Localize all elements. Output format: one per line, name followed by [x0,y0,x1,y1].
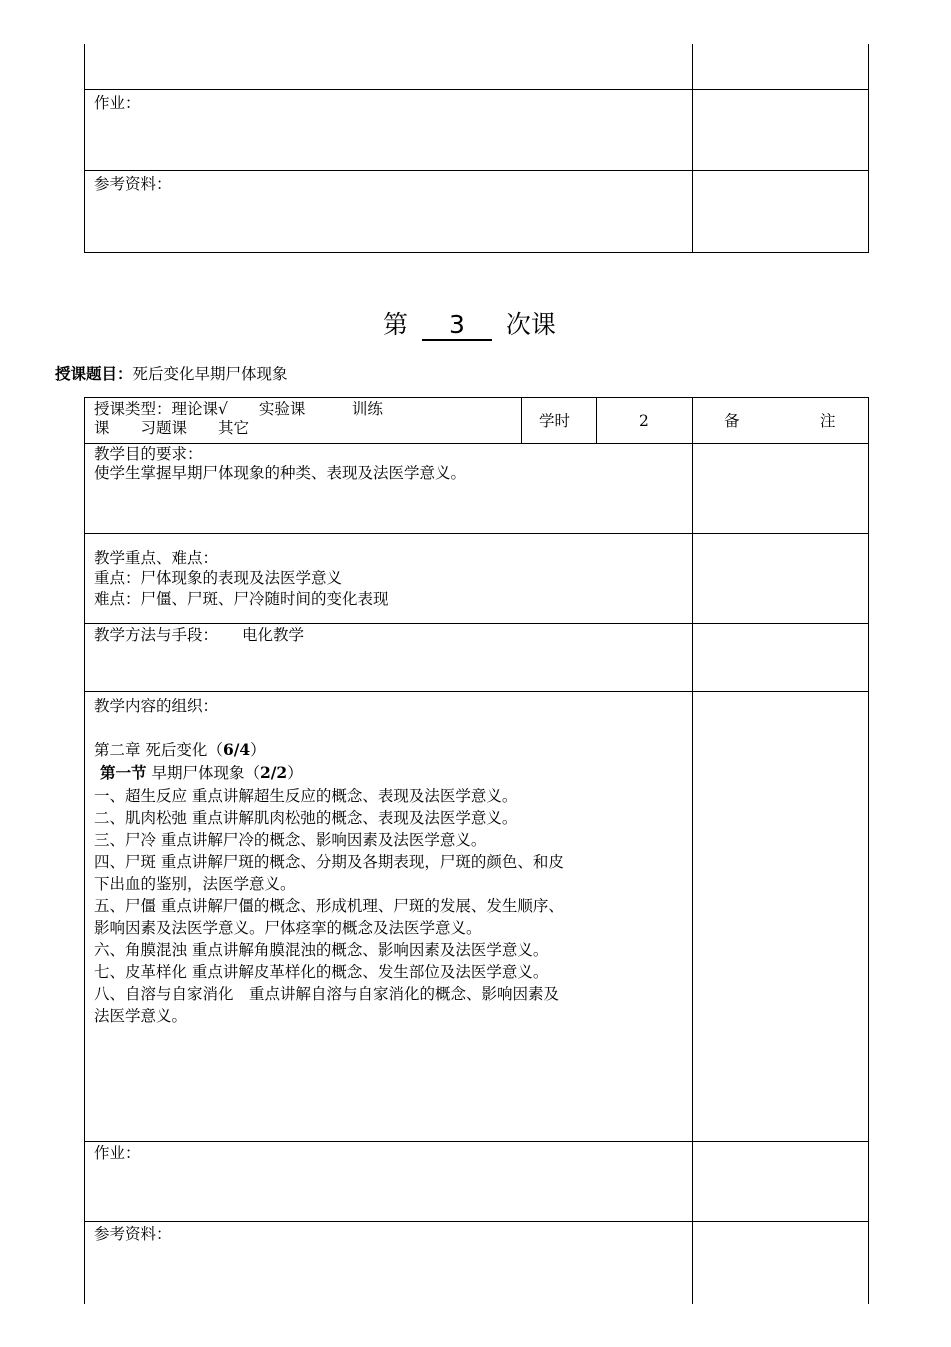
lesson-heading [383,308,556,342]
top-reference-label: 参考资料： [94,175,172,193]
content-label: 教学内容的组织： [94,697,219,715]
lesson-heading-prefix: 第 [383,310,409,339]
objectives-text: 使学生掌握早期尸体现象的种类、表现及法医学意义。 [94,464,467,482]
homework-label: 作业： [94,1144,141,1162]
content-line: 一、超生反应 重点讲解超生反应的概念、表现及法医学意义。 [94,787,518,805]
chapter-title [94,739,266,761]
content-line: 四、尸斑 重点讲解尸斑的概念、分期及各期表现，尸斑的颜色、和皮 [94,853,564,871]
content-line: 影响因素及法医学意义。尸体痉挛的概念及法医学意义。 [94,919,482,937]
section-hours: 2/2 [259,763,288,782]
content-line: 五、尸僵 重点讲解尸僵的概念、形成机理、尸斑的发展、发生顺序、 [94,897,564,915]
content-line: 六、角膜混浊 重点讲解角膜混浊的概念、影响因素及法医学意义。 [94,941,549,959]
methods-label: 教学方法与手段： [94,626,219,644]
content-line: 法医学意义。 [94,1007,188,1025]
content-line: 八、自溶与自家消化 重点讲解自溶与自家消化的概念、影响因素及 [94,985,560,1003]
chapter-suffix: ） [250,741,266,759]
content-line: 二、肌肉松弛 重点讲解肌肉松弛的概念、表现及法医学意义。 [94,809,518,827]
methods-line [94,625,304,646]
top-homework-label: 作业： [94,94,141,112]
content-list [94,785,564,1027]
chapter-hours: 6/4 [222,740,251,759]
lesson-type-line1: 授课类型：理论课√ 实验课 训练 [94,400,383,418]
difficult-point: 难点：尸僵、尸斑、尸冷随时间的变化表现 [94,590,389,608]
lesson-type-line2: 课 习题课 其它 [94,419,250,437]
chapter-prefix: 第二章 死后变化（ [94,741,223,759]
content-line: 三、尸冷 重点讲解尸冷的概念、影响因素及法医学意义。 [94,831,487,849]
key-points-label: 教学重点、难点： [94,549,219,567]
key-point: 重点：尸体现象的表现及法医学意义 [94,569,343,587]
section-name: 早期尸体现象（ [146,764,260,782]
methods-value: 电化教学 [242,626,305,644]
topic-label: 授课题目： [55,365,133,383]
lesson-number: 3 [422,311,492,341]
section-suffix: ） [287,764,303,782]
remarks-label-2: 注 [820,412,836,430]
topic-value: 死后变化早期尸体现象 [132,365,288,383]
hours-label: 学时 [539,412,571,430]
reference-label: 参考资料： [94,1225,172,1243]
section-title [100,762,303,784]
hours-value: 2 [639,412,649,430]
content-line: 七、皮革样化 重点讲解皮革样化的概念、发生部位及法医学意义。 [94,963,549,981]
objectives-label: 教学目的要求： [94,445,203,463]
lesson-heading-suffix: 次课 [505,310,556,339]
topic-line [55,364,288,385]
remarks-label-1: 备 [724,412,740,430]
content-line: 下出血的鉴别，法医学意义。 [94,875,296,893]
section-number: 第一节 [100,764,147,782]
